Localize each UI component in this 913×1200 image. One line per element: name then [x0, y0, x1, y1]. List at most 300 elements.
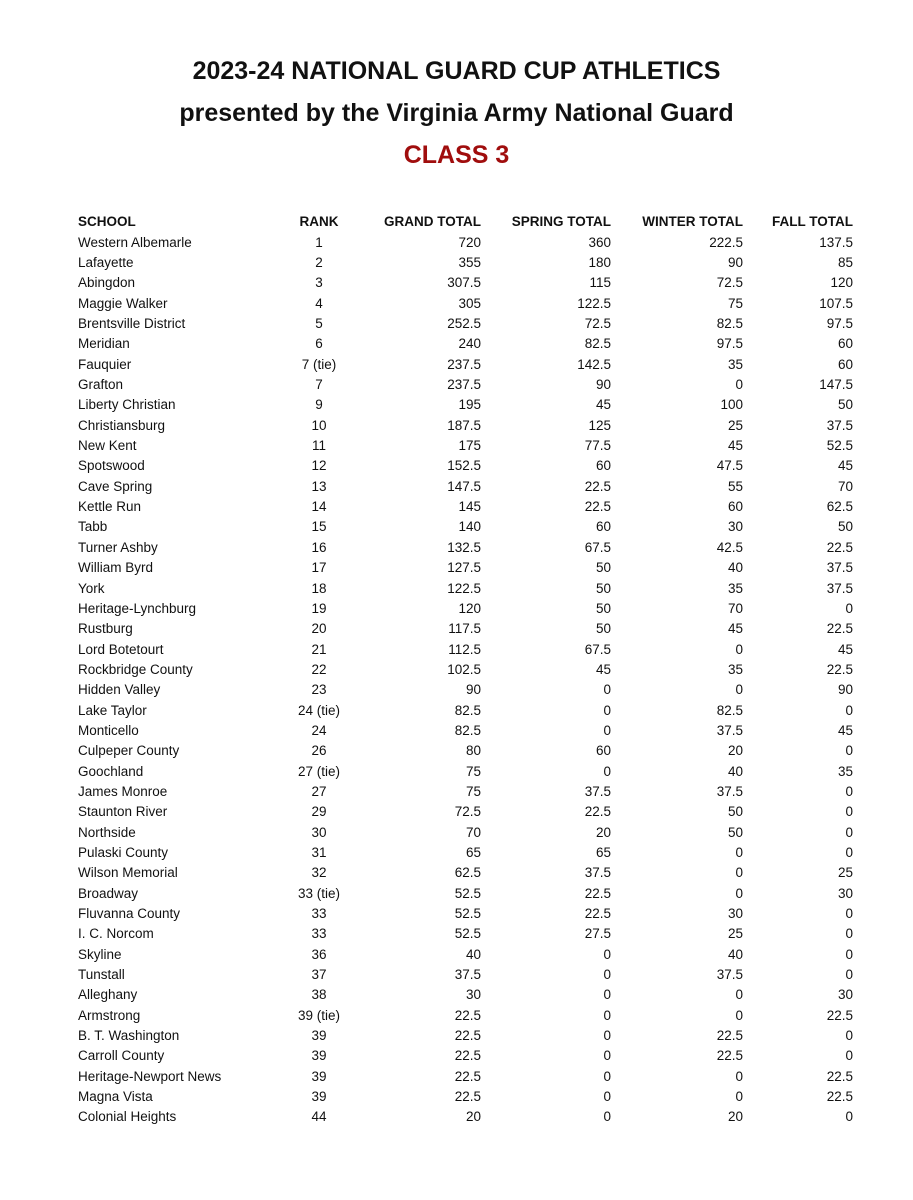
grand-total-cell: 112.5 [448, 641, 481, 657]
winter-total-cell: 20 [727, 743, 743, 759]
grand-total-cell: 40 [465, 946, 481, 962]
school-cell: I. C. Norcom [78, 926, 154, 942]
school-cell: Grafton [78, 377, 124, 393]
winter-total-cell: 222.5 [709, 234, 743, 250]
table-row [72, 680, 853, 700]
fall-total-cell: 0 [845, 1109, 853, 1125]
fall-total-cell: 22.5 [826, 661, 853, 677]
spring-total-cell: 72.5 [584, 316, 611, 332]
school-cell: Lord Botetourt [78, 641, 164, 657]
winter-total-cell: 75 [727, 295, 743, 311]
spring-total-cell: 22.5 [584, 478, 611, 494]
rank-cell: 20 [311, 621, 327, 637]
grand-total-cell: 20 [465, 1109, 481, 1125]
fall-total-cell: 137.5 [819, 234, 853, 250]
spring-total-cell: 22.5 [584, 804, 611, 820]
fall-total-cell: 35 [837, 763, 853, 779]
spring-total-cell: 360 [588, 234, 611, 250]
grand-total-cell: 145 [458, 499, 481, 515]
school-cell: Monticello [78, 722, 139, 738]
school-cell: Armstrong [78, 1007, 141, 1023]
page-subtitle: presented by the Virginia Army National Guard [179, 99, 734, 127]
table-row [72, 619, 853, 639]
class-label: CLASS 3 [403, 141, 510, 169]
column-header-school: SCHOOL [78, 213, 136, 229]
fall-total-cell: 85 [837, 255, 853, 271]
winter-total-cell: 40 [727, 560, 743, 576]
grand-total-cell: 90 [465, 682, 481, 698]
spring-total-cell: 0 [603, 967, 611, 983]
fall-total-cell: 0 [845, 1028, 853, 1044]
school-cell: Culpeper County [78, 743, 180, 759]
spring-total-cell: 27.5 [584, 926, 611, 942]
rank-cell: 7 [315, 377, 323, 393]
table-row [72, 822, 853, 842]
table-row [72, 354, 853, 374]
fall-total-cell: 25 [837, 865, 853, 881]
winter-total-cell: 40 [727, 763, 743, 779]
spring-total-cell: 37.5 [584, 783, 611, 799]
spring-total-cell: 0 [603, 946, 611, 962]
rank-cell: 12 [311, 458, 327, 474]
rank-cell: 5 [315, 316, 323, 332]
table-row [72, 476, 853, 496]
rank-cell: 39 [311, 1068, 327, 1084]
rank-cell: 17 [311, 560, 327, 576]
table-row [72, 985, 853, 1005]
grand-total-cell: 132.5 [447, 539, 481, 555]
fall-total-cell: 22.5 [826, 539, 853, 555]
school-cell: Carroll County [78, 1048, 165, 1064]
rank-cell: 33 (tie) [297, 885, 341, 901]
grand-total-cell: 75 [465, 783, 481, 799]
spring-total-cell: 45 [595, 661, 611, 677]
fall-total-cell: 0 [845, 783, 853, 799]
school-cell: Fauquier [78, 356, 132, 372]
grand-total-cell: 355 [458, 255, 481, 271]
school-cell: Abingdon [78, 275, 136, 291]
winter-total-cell: 30 [727, 906, 743, 922]
spring-total-cell: 125 [588, 417, 611, 433]
spring-total-cell: 115 [589, 275, 611, 291]
school-cell: William Byrd [78, 560, 154, 576]
fall-total-cell: 22.5 [826, 1007, 853, 1023]
grand-total-cell: 140 [458, 519, 481, 535]
rank-cell: 19 [311, 600, 327, 616]
table-row [72, 883, 853, 903]
school-cell: Alleghany [78, 987, 138, 1003]
spring-total-cell: 142.5 [577, 356, 611, 372]
table-body [72, 232, 853, 1127]
table-row [72, 842, 853, 862]
rank-cell: 39 [311, 1028, 327, 1044]
grand-total-cell: 22.5 [454, 1068, 481, 1084]
table-row [72, 720, 853, 740]
spring-total-cell: 22.5 [584, 906, 611, 922]
spring-total-cell: 0 [603, 1089, 611, 1105]
table-row [72, 374, 853, 394]
winter-total-cell: 37.5 [716, 722, 743, 738]
table-row [72, 435, 853, 455]
spring-total-cell: 20 [595, 824, 611, 840]
table-row [72, 944, 853, 964]
fall-total-cell: 0 [845, 743, 853, 759]
winter-total-cell: 0 [735, 377, 743, 393]
school-cell: Magna Vista [78, 1089, 153, 1105]
winter-total-cell: 20 [727, 1109, 743, 1125]
fall-total-cell: 45 [837, 458, 853, 474]
fall-total-cell: 0 [845, 804, 853, 820]
school-cell: Liberty Christian [78, 397, 176, 413]
school-cell: Kettle Run [78, 499, 142, 515]
winter-total-cell: 0 [735, 1068, 743, 1084]
school-cell: Pulaski County [78, 844, 169, 860]
fall-total-cell: 50 [837, 397, 853, 413]
winter-total-cell: 82.5 [716, 316, 743, 332]
spring-total-cell: 0 [603, 1109, 611, 1125]
column-header-spring-total: SPRING TOTAL [511, 213, 611, 229]
school-cell: Goochland [78, 763, 144, 779]
school-cell: Rustburg [78, 621, 133, 637]
table-row [72, 964, 853, 984]
spring-total-cell: 50 [595, 600, 611, 616]
school-cell: Skyline [78, 946, 122, 962]
spring-total-cell: 45 [595, 397, 611, 413]
winter-total-cell: 50 [727, 804, 743, 820]
school-cell: Staunton River [78, 804, 168, 820]
table-row [72, 334, 853, 354]
school-cell: New Kent [78, 438, 137, 454]
spring-total-cell: 67.5 [584, 641, 611, 657]
spring-total-cell: 0 [603, 722, 611, 738]
rank-cell: 2 [315, 255, 323, 271]
spring-total-cell: 77.5 [584, 438, 611, 454]
rank-cell: 9 [315, 397, 323, 413]
school-cell: Northside [78, 824, 136, 840]
table-row [72, 659, 853, 679]
rank-cell: 36 [311, 946, 327, 962]
rank-cell: 39 (tie) [297, 1007, 341, 1023]
table-row [72, 232, 853, 252]
spring-total-cell: 22.5 [584, 885, 611, 901]
rank-cell: 6 [315, 336, 323, 352]
winter-total-cell: 100 [720, 397, 743, 413]
standings-table [72, 210, 853, 1127]
grand-total-cell: 237.5 [447, 377, 481, 393]
rank-cell: 27 [311, 783, 327, 799]
rank-cell: 31 [311, 844, 327, 860]
winter-total-cell: 47.5 [716, 458, 743, 474]
school-cell: Meridian [78, 336, 130, 352]
fall-total-cell: 45 [837, 722, 853, 738]
column-header-rank: RANK [299, 213, 339, 229]
grand-total-cell: 195 [458, 397, 481, 413]
grand-total-cell: 187.5 [447, 417, 481, 433]
table-row [72, 517, 853, 537]
school-cell: Spotswood [78, 458, 145, 474]
table-row [72, 293, 853, 313]
fall-total-cell: 70 [837, 478, 853, 494]
spring-total-cell: 122.5 [577, 295, 611, 311]
table-row [72, 415, 853, 435]
school-cell: Brentsville District [78, 316, 186, 332]
fall-total-cell: 0 [845, 844, 853, 860]
grand-total-cell: 127.5 [447, 560, 481, 576]
fall-total-cell: 107.5 [819, 295, 853, 311]
winter-total-cell: 97.5 [716, 336, 743, 352]
rank-cell: 37 [311, 967, 327, 983]
fall-total-cell: 0 [845, 702, 853, 718]
rank-cell: 15 [311, 519, 327, 535]
grand-total-cell: 252.5 [447, 316, 481, 332]
fall-total-cell: 22.5 [826, 621, 853, 637]
winter-total-cell: 37.5 [716, 967, 743, 983]
rank-cell: 38 [311, 987, 327, 1003]
table-row [72, 456, 853, 476]
spring-total-cell: 67.5 [584, 539, 611, 555]
table-row [72, 781, 853, 801]
table-row [72, 1086, 853, 1106]
grand-total-cell: 65 [465, 844, 481, 860]
winter-total-cell: 40 [727, 946, 743, 962]
winter-total-cell: 25 [727, 417, 743, 433]
fall-total-cell: 45 [837, 641, 853, 657]
rank-cell: 22 [311, 661, 327, 677]
grand-total-cell: 52.5 [454, 926, 481, 942]
table-row [72, 802, 853, 822]
fall-total-cell: 37.5 [826, 417, 853, 433]
table-row [72, 313, 853, 333]
grand-total-cell: 22.5 [454, 1048, 481, 1064]
spring-total-cell: 60 [595, 458, 611, 474]
grand-total-cell: 117.5 [448, 621, 481, 637]
winter-total-cell: 45 [727, 621, 743, 637]
winter-total-cell: 60 [727, 499, 743, 515]
column-header-grand-total: GRAND TOTAL [384, 213, 481, 229]
rank-cell: 26 [311, 743, 327, 759]
table-header-row [72, 210, 853, 232]
fall-total-cell: 37.5 [826, 560, 853, 576]
table-row [72, 252, 853, 272]
fall-total-cell: 30 [837, 987, 853, 1003]
grand-total-cell: 307.5 [447, 275, 481, 291]
column-header-winter-total: WINTER TOTAL [642, 213, 743, 229]
rank-cell: 16 [311, 539, 327, 555]
table-row [72, 741, 853, 761]
spring-total-cell: 60 [595, 519, 611, 535]
winter-total-cell: 0 [735, 682, 743, 698]
winter-total-cell: 0 [735, 1007, 743, 1023]
table-row [72, 700, 853, 720]
table-row [72, 537, 853, 557]
table-row [72, 558, 853, 578]
fall-total-cell: 90 [837, 682, 853, 698]
grand-total-cell: 37.5 [454, 967, 481, 983]
grand-total-cell: 75 [465, 763, 481, 779]
school-cell: James Monroe [78, 783, 168, 799]
grand-total-cell: 72.5 [454, 804, 481, 820]
school-cell: Maggie Walker [78, 295, 168, 311]
grand-total-cell: 22.5 [454, 1028, 481, 1044]
rank-cell: 33 [311, 906, 327, 922]
grand-total-cell: 152.5 [447, 458, 481, 474]
school-cell: Heritage-Lynchburg [78, 600, 197, 616]
fall-total-cell: 0 [845, 906, 853, 922]
winter-total-cell: 45 [727, 438, 743, 454]
fall-total-cell: 37.5 [826, 580, 853, 596]
rank-cell: 30 [311, 824, 327, 840]
rank-cell: 7 (tie) [301, 356, 337, 372]
school-cell: Turner Ashby [78, 539, 158, 555]
table-row [72, 273, 853, 293]
winter-total-cell: 50 [727, 824, 743, 840]
fall-total-cell: 50 [837, 519, 853, 535]
spring-total-cell: 0 [603, 1068, 611, 1084]
winter-total-cell: 0 [735, 1089, 743, 1105]
school-cell: York [78, 580, 105, 596]
table-row [72, 639, 853, 659]
column-header-fall-total: FALL TOTAL [772, 213, 853, 229]
table-row [72, 924, 853, 944]
rank-cell: 24 (tie) [297, 702, 341, 718]
rank-cell: 24 [311, 722, 327, 738]
spring-total-cell: 0 [603, 987, 611, 1003]
grand-total-cell: 175 [458, 438, 481, 454]
winter-total-cell: 90 [727, 255, 743, 271]
spring-total-cell: 60 [595, 743, 611, 759]
rank-cell: 4 [315, 295, 323, 311]
school-cell: Lake Taylor [78, 702, 147, 718]
fall-total-cell: 62.5 [826, 499, 853, 515]
spring-total-cell: 0 [603, 1007, 611, 1023]
spring-total-cell: 0 [603, 702, 611, 718]
grand-total-cell: 22.5 [454, 1089, 481, 1105]
rank-cell: 39 [311, 1089, 327, 1105]
winter-total-cell: 0 [735, 865, 743, 881]
grand-total-cell: 122.5 [447, 580, 481, 596]
fall-total-cell: 52.5 [826, 438, 853, 454]
winter-total-cell: 55 [727, 478, 743, 494]
grand-total-cell: 52.5 [454, 885, 481, 901]
rank-cell: 33 [311, 926, 327, 942]
fall-total-cell: 147.5 [819, 377, 853, 393]
spring-total-cell: 0 [603, 682, 611, 698]
table-row [72, 761, 853, 781]
rank-cell: 44 [311, 1109, 327, 1125]
winter-total-cell: 0 [735, 641, 743, 657]
rank-cell: 3 [315, 275, 323, 291]
fall-total-cell: 22.5 [826, 1089, 853, 1105]
grand-total-cell: 240 [458, 336, 481, 352]
rank-cell: 11 [311, 438, 326, 454]
rank-cell: 21 [311, 641, 327, 657]
table-row [72, 1107, 853, 1127]
rank-cell: 10 [311, 417, 327, 433]
table-row [72, 903, 853, 923]
fall-total-cell: 0 [845, 967, 853, 983]
grand-total-cell: 52.5 [454, 906, 481, 922]
spring-total-cell: 22.5 [584, 499, 611, 515]
fall-total-cell: 60 [837, 356, 853, 372]
rank-cell: 32 [311, 865, 327, 881]
table-row [72, 598, 853, 618]
rank-cell: 1 [315, 234, 323, 250]
fall-total-cell: 0 [845, 926, 853, 942]
grand-total-cell: 82.5 [454, 722, 481, 738]
rank-cell: 14 [311, 499, 327, 515]
grand-total-cell: 120 [458, 600, 481, 616]
page-title: 2023-24 NATIONAL GUARD CUP ATHLETICS [192, 57, 721, 85]
winter-total-cell: 30 [727, 519, 743, 535]
rank-cell: 29 [311, 804, 327, 820]
rank-cell: 18 [311, 580, 327, 596]
grand-total-cell: 237.5 [447, 356, 481, 372]
table-row [72, 1046, 853, 1066]
school-cell: B. T. Washington [78, 1028, 180, 1044]
school-cell: Cave Spring [78, 478, 153, 494]
school-cell: Broadway [78, 885, 139, 901]
spring-total-cell: 37.5 [584, 865, 611, 881]
rank-cell: 39 [311, 1048, 327, 1064]
table-row [72, 863, 853, 883]
spring-total-cell: 180 [588, 255, 611, 271]
winter-total-cell: 0 [735, 885, 743, 901]
school-cell: Christiansburg [78, 417, 166, 433]
spring-total-cell: 82.5 [584, 336, 611, 352]
table-row [72, 578, 853, 598]
winter-total-cell: 82.5 [716, 702, 743, 718]
winter-total-cell: 25 [727, 926, 743, 942]
fall-total-cell: 22.5 [826, 1068, 853, 1084]
winter-total-cell: 0 [735, 844, 743, 860]
grand-total-cell: 70 [465, 824, 481, 840]
winter-total-cell: 70 [727, 600, 743, 616]
winter-total-cell: 35 [727, 580, 743, 596]
winter-total-cell: 22.5 [716, 1048, 743, 1064]
fall-total-cell: 120 [830, 275, 853, 291]
table-row [72, 496, 853, 516]
school-cell: Colonial Heights [78, 1109, 177, 1125]
fall-total-cell: 97.5 [826, 316, 853, 332]
school-cell: Tunstall [78, 967, 125, 983]
grand-total-cell: 147.5 [447, 478, 481, 494]
rank-cell: 23 [311, 682, 327, 698]
fall-total-cell: 30 [837, 885, 853, 901]
spring-total-cell: 90 [595, 377, 611, 393]
school-cell: Hidden Valley [78, 682, 161, 698]
winter-total-cell: 37.5 [716, 783, 743, 799]
spring-total-cell: 50 [595, 621, 611, 637]
school-cell: Heritage-Newport News [78, 1068, 222, 1084]
spring-total-cell: 0 [603, 1028, 611, 1044]
school-cell: Rockbridge County [78, 661, 193, 677]
grand-total-cell: 720 [458, 234, 481, 250]
table-row [72, 395, 853, 415]
grand-total-cell: 102.5 [447, 661, 481, 677]
table-row [72, 1025, 853, 1045]
winter-total-cell: 72.5 [716, 275, 743, 291]
spring-total-cell: 0 [603, 1048, 611, 1064]
winter-total-cell: 42.5 [716, 539, 743, 555]
winter-total-cell: 0 [735, 987, 743, 1003]
school-cell: Wilson Memorial [78, 865, 178, 881]
table-row [72, 1066, 853, 1086]
fall-total-cell: 0 [845, 1048, 853, 1064]
spring-total-cell: 65 [595, 844, 611, 860]
school-cell: Western Albemarle [78, 234, 192, 250]
school-cell: Tabb [78, 519, 108, 535]
fall-total-cell: 60 [837, 336, 853, 352]
